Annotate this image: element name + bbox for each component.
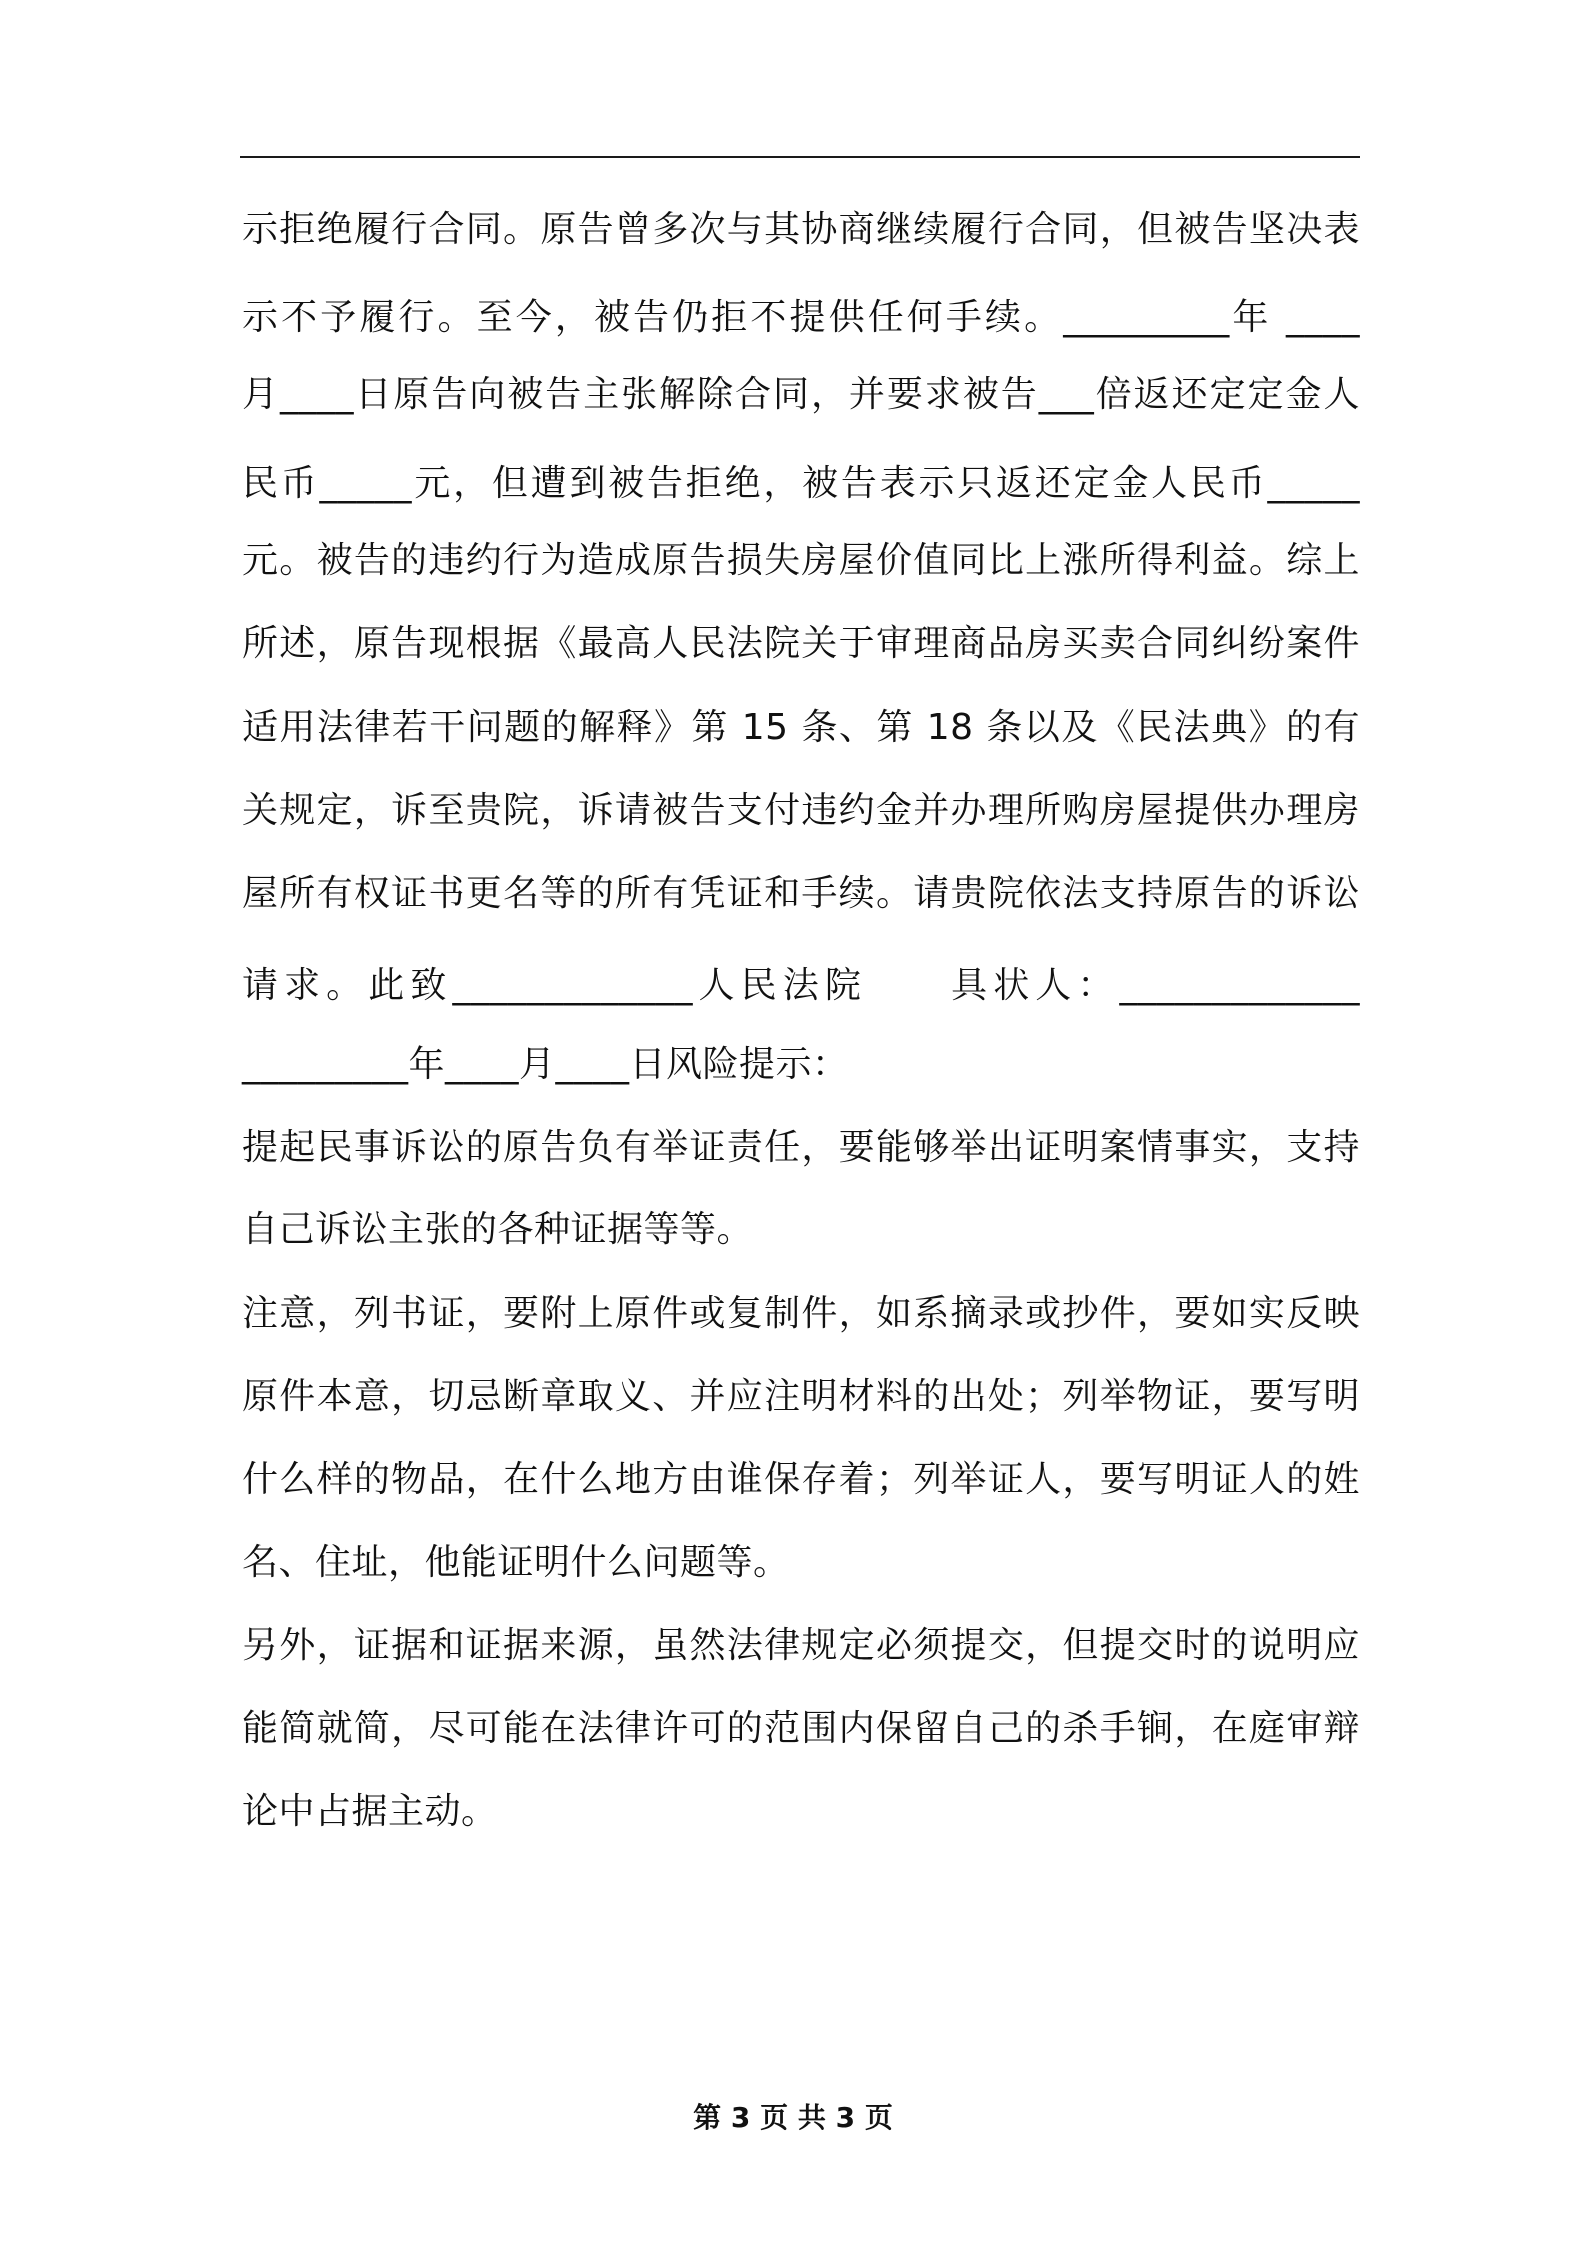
page-number: 第 3 页 共 3 页 [693,2101,893,2134]
text-line: 适用法律若干问题的解释》第 15 条、第 18 条以及《民法典》的有 [242,707,1360,748]
header-rule [240,156,1360,158]
text-line: 名、住址，他能证明什么问题等。 [242,1542,790,1583]
text-line: 示拒绝履行合同。原告曾多次与其协商继续履行合同，但被告坚决表 [242,209,1360,250]
text-line: 请求。此致_____________人民法院 具状人：_____________ [242,965,1360,1006]
text-line: 什么样的物品，在什么地方由谁保存着；列举证人，要写明证人的姓 [242,1459,1360,1500]
text-line: 屋所有权证书更名等的所有凭证和手续。请贵院依法支持原告的诉讼 [242,873,1360,914]
text-line: 能简就简，尽可能在法律许可的范围内保留自己的杀手锏，在庭审辩 [242,1708,1360,1749]
text-line: 注意，列书证，要附上原件或复制件，如系摘录或抄件，要如实反映 [242,1293,1360,1334]
text-line: 元。被告的违约行为造成原告损失房屋价值同比上涨所得利益。综上 [242,540,1360,581]
text-line: 示不予履行。至今，被告仍拒不提供任何手续。_________年 ____ [242,297,1360,338]
text-line: 另外，证据和证据来源，虽然法律规定必须提交，但提交时的说明应 [242,1625,1360,1666]
text-line: 提起民事诉讼的原告负有举证责任，要能够举出证明案情事实，支持 [242,1127,1360,1168]
text-line: 月____日原告向被告主张解除合同，并要求被告___倍返还定定金人 [242,374,1360,415]
text-line: 所述，原告现根据《最高人民法院关于审理商品房买卖合同纠纷案件 [242,623,1360,664]
text-line: 民币_____元，但遭到被告拒绝，被告表示只返还定金人民币_____ [242,463,1360,504]
text-line: _________年____月____日风险提示： [242,1044,849,1085]
text-line: 原件本意，切忌断章取义、并应注明材料的出处；列举物证，要写明 [242,1376,1360,1417]
text-line: 自己诉讼主张的各种证据等等。 [242,1209,754,1250]
text-line: 关规定，诉至贵院，诉请被告支付违约金并办理所购房屋提供办理房 [242,790,1360,831]
text-line: 论中占据主动。 [242,1791,498,1832]
